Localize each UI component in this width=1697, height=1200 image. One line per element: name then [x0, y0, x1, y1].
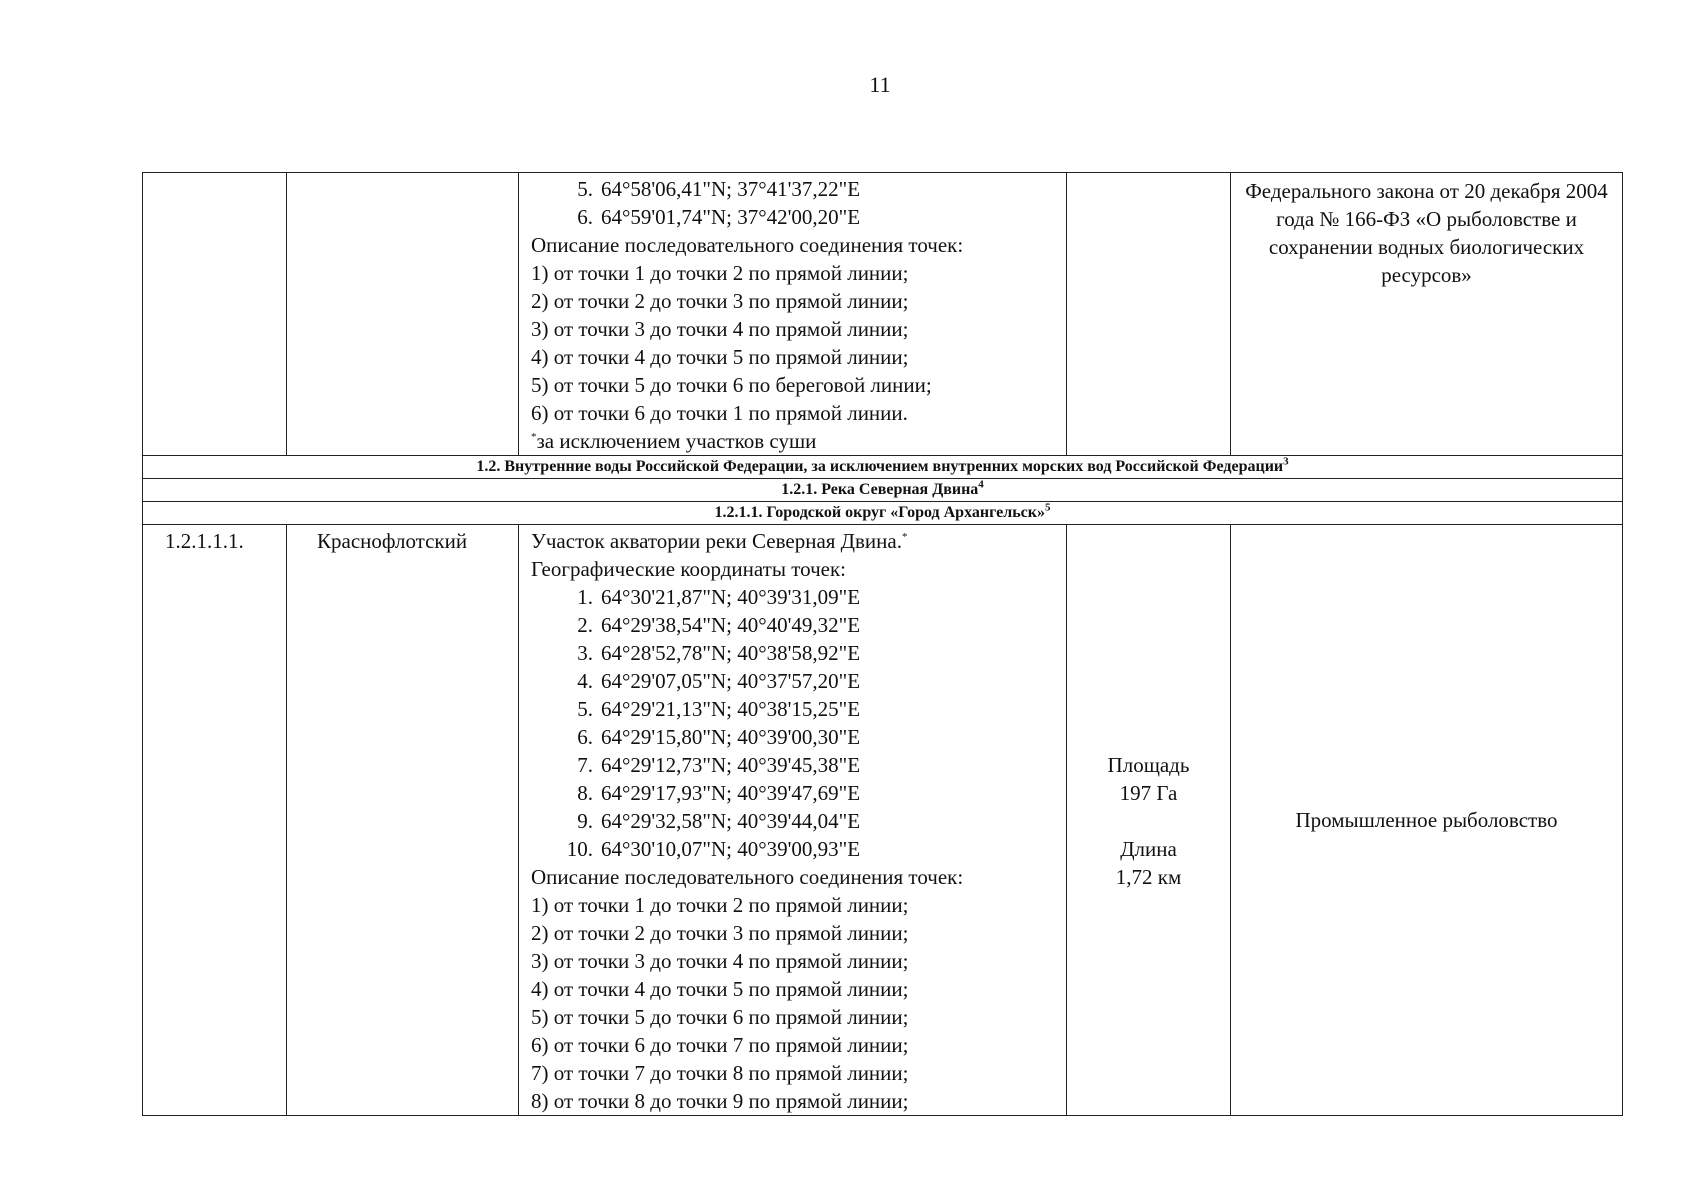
connection-step: 5) от точки 5 до точки 6 по прямой линии;	[531, 1005, 909, 1029]
connection-step: 3) от точки 3 до точки 4 по прямой линии;	[531, 949, 909, 973]
connection-step: 4) от точки 4 до точки 5 по прямой линии;	[531, 977, 909, 1001]
cont-size-cell	[1067, 173, 1231, 456]
connection-step: 2) от точки 2 до точки 3 по прямой линии;	[531, 289, 909, 313]
law-reference: Федерального закона от 20 декабря 2004 года № 166-ФЗ «О рыболовстве и сохранении водных биологических ресурсов»	[1245, 179, 1608, 287]
row-number: 1.2.1.1.1.	[165, 529, 244, 553]
connection-step: 5) от точки 5 до точки 6 по береговой линии;	[531, 373, 932, 397]
area-value: 197 Га	[1119, 781, 1178, 805]
coord-item: 1. 64°30'21,87"N; 40°39'31,09"E	[577, 585, 861, 609]
fishing-areas-table	[142, 172, 1623, 1116]
coord-item: 2. 64°29'38,54"N; 40°40'49,32"E	[577, 613, 861, 637]
connection-step: 6) от точки 6 до точки 7 по прямой линии;	[531, 1033, 909, 1057]
row-name-cell	[287, 525, 519, 1116]
coord-item: 6. 64°29'15,80"N; 40°39'00,30"E	[577, 725, 861, 749]
row-purpose-cell	[1231, 525, 1623, 1116]
coord-item: 4. 64°29'07,05"N; 40°37'57,20"E	[577, 669, 861, 693]
coord-item: 9. 64°29'32,58"N; 40°39'44,04"E	[577, 809, 861, 833]
cont-number-cell	[143, 173, 287, 456]
coord-item: 6. 64°59'01,74"N; 37°42'00,20"E	[577, 205, 861, 229]
connection-step: 2) от точки 2 до точки 3 по прямой линии;	[531, 921, 909, 945]
cont-coords-list	[531, 175, 1060, 231]
connection-step: 4) от точки 4 до точки 5 по прямой линии;	[531, 345, 909, 369]
length-label: Длина	[1120, 837, 1177, 861]
fishing-purpose: Промышленное рыболовство	[1295, 808, 1558, 832]
district-header: 1.2.1.1. Городской округ «Город Архангельск»$^5$	[143, 502, 1623, 525]
coord-item: 3. 64°28'52,78"N; 40°38'58,92"E	[577, 641, 861, 665]
coord-item: 5. 64°29'21,13"N; 40°38'15,25"E	[577, 697, 861, 721]
connection-description-title: Описание последовательного соединения точек:	[531, 865, 964, 889]
connection-step: 7) от точки 7 до точки 8 по прямой линии;	[531, 1061, 909, 1085]
page-number: 11	[869, 72, 891, 97]
connection-step: 3) от точки 3 до точки 4 по прямой линии;	[531, 317, 909, 341]
section-header: 1.2. Внутренние воды Российской Федерации, за исключением внутренних морских вод Российской Федерации$^3$	[143, 456, 1623, 479]
connection-step: 8) от точки 8 до точки 9 по прямой линии;	[531, 1089, 909, 1113]
area-label: Площадь	[1107, 753, 1190, 777]
connection-description-title: Описание последовательного соединения точек:	[531, 233, 964, 257]
continued-row	[143, 173, 1623, 456]
table-row	[143, 525, 1623, 1116]
connection-step: 1) от точки 1 до точки 2 по прямой линии;	[531, 893, 909, 917]
coord-item: 7. 64°29'12,73"N; 40°39'45,38"E	[577, 753, 861, 777]
coord-item: 8. 64°29'17,93"N; 40°39'47,69"E	[577, 781, 861, 805]
cont-description-cell	[519, 173, 1067, 456]
row-number-cell	[143, 525, 287, 1116]
coord-item: 5. 64°58'06,41"N; 37°41'37,22"E	[577, 177, 861, 201]
footnote-note: *за исключением участков суши	[531, 429, 817, 453]
subsection-header-row	[143, 479, 1623, 502]
subsection-header: 1.2.1. Река Северная Двина$^4$	[143, 479, 1623, 502]
area-title: Участок акватории реки Северная Двина.*	[531, 529, 908, 553]
coord-item: 10. 64°30'10,07"N; 40°39'00,93"E	[566, 837, 861, 861]
connection-step: 6) от точки 6 до точки 1 по прямой линии.	[531, 401, 908, 425]
cont-law-cell	[1231, 173, 1623, 456]
connection-step: 1) от точки 1 до точки 2 по прямой линии;	[531, 261, 909, 285]
district-header-row	[143, 502, 1623, 525]
length-value: 1,72 км	[1115, 865, 1182, 889]
section-header-row	[143, 456, 1623, 479]
row-size-cell	[1067, 525, 1231, 1116]
coords-title: Географические координаты точек:	[531, 557, 846, 581]
row-description-cell	[519, 525, 1067, 1116]
cont-name-cell	[287, 173, 519, 456]
area-name: Краснофлотский	[317, 529, 468, 553]
